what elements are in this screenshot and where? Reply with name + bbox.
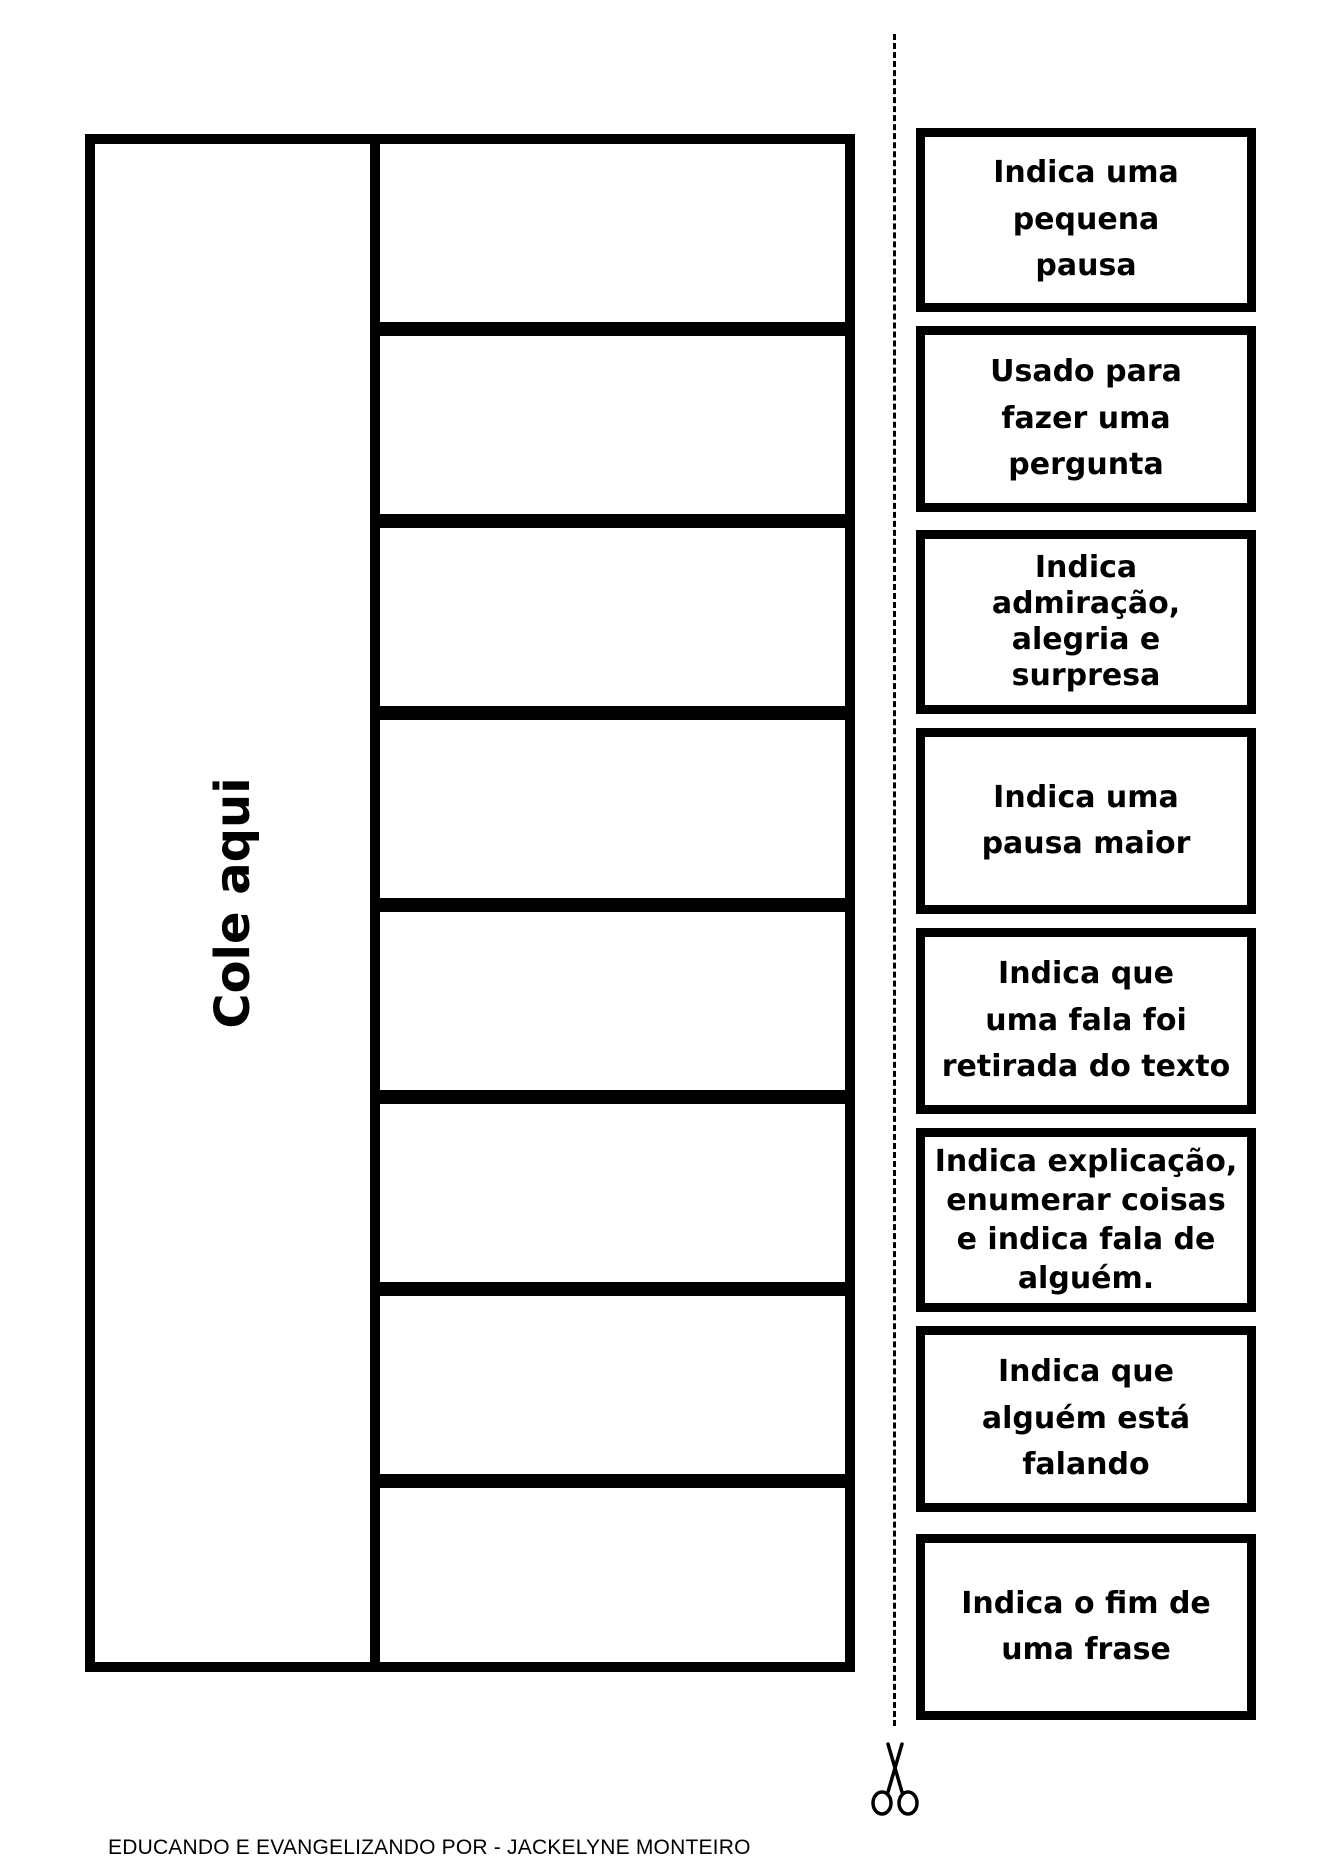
card-dash[interactable] [916, 1326, 1256, 1512]
card-text: Usado para fazer uma pergunta [990, 354, 1182, 483]
slot-divider [380, 1090, 845, 1104]
slot-divider [380, 1474, 845, 1488]
card-text: Indica uma pausa maior [981, 779, 1191, 861]
card-omission[interactable] [916, 928, 1256, 1114]
card-text: Indica que uma fala foi retirada do texto [941, 956, 1231, 1085]
card-pause[interactable] [916, 128, 1256, 312]
card-long-pause[interactable] [916, 728, 1256, 914]
card-text: Indica admiração, alegria e surpresa [991, 550, 1181, 693]
paste-label: Cole aqui [204, 777, 261, 1029]
cut-line [893, 34, 896, 1726]
card-period[interactable] [916, 1534, 1256, 1720]
slot-divider [380, 898, 845, 912]
card-exclamation[interactable] [916, 530, 1256, 714]
scissors-icon [868, 1740, 922, 1818]
paste-column [95, 144, 380, 1662]
slot-divider [380, 706, 845, 720]
card-colon[interactable] [916, 1128, 1256, 1312]
slot-divider [380, 322, 845, 336]
footer-credit: EDUCANDO E EVANGELIZANDO POR - JACKELYNE MONTEIRO [108, 1836, 751, 1859]
card-text: Indica uma pequena pausa [993, 155, 1179, 284]
card-text: Indica o fim de uma frase [961, 1585, 1211, 1667]
card-question[interactable] [916, 326, 1256, 512]
paste-area [85, 134, 855, 1672]
slot-divider [380, 1282, 845, 1296]
card-text: Indica que alguém está falando [981, 1354, 1191, 1483]
slot-divider [380, 514, 845, 528]
card-text: Indica explicação, enumerar coisas e indica fala de alguém. [934, 1144, 1238, 1296]
